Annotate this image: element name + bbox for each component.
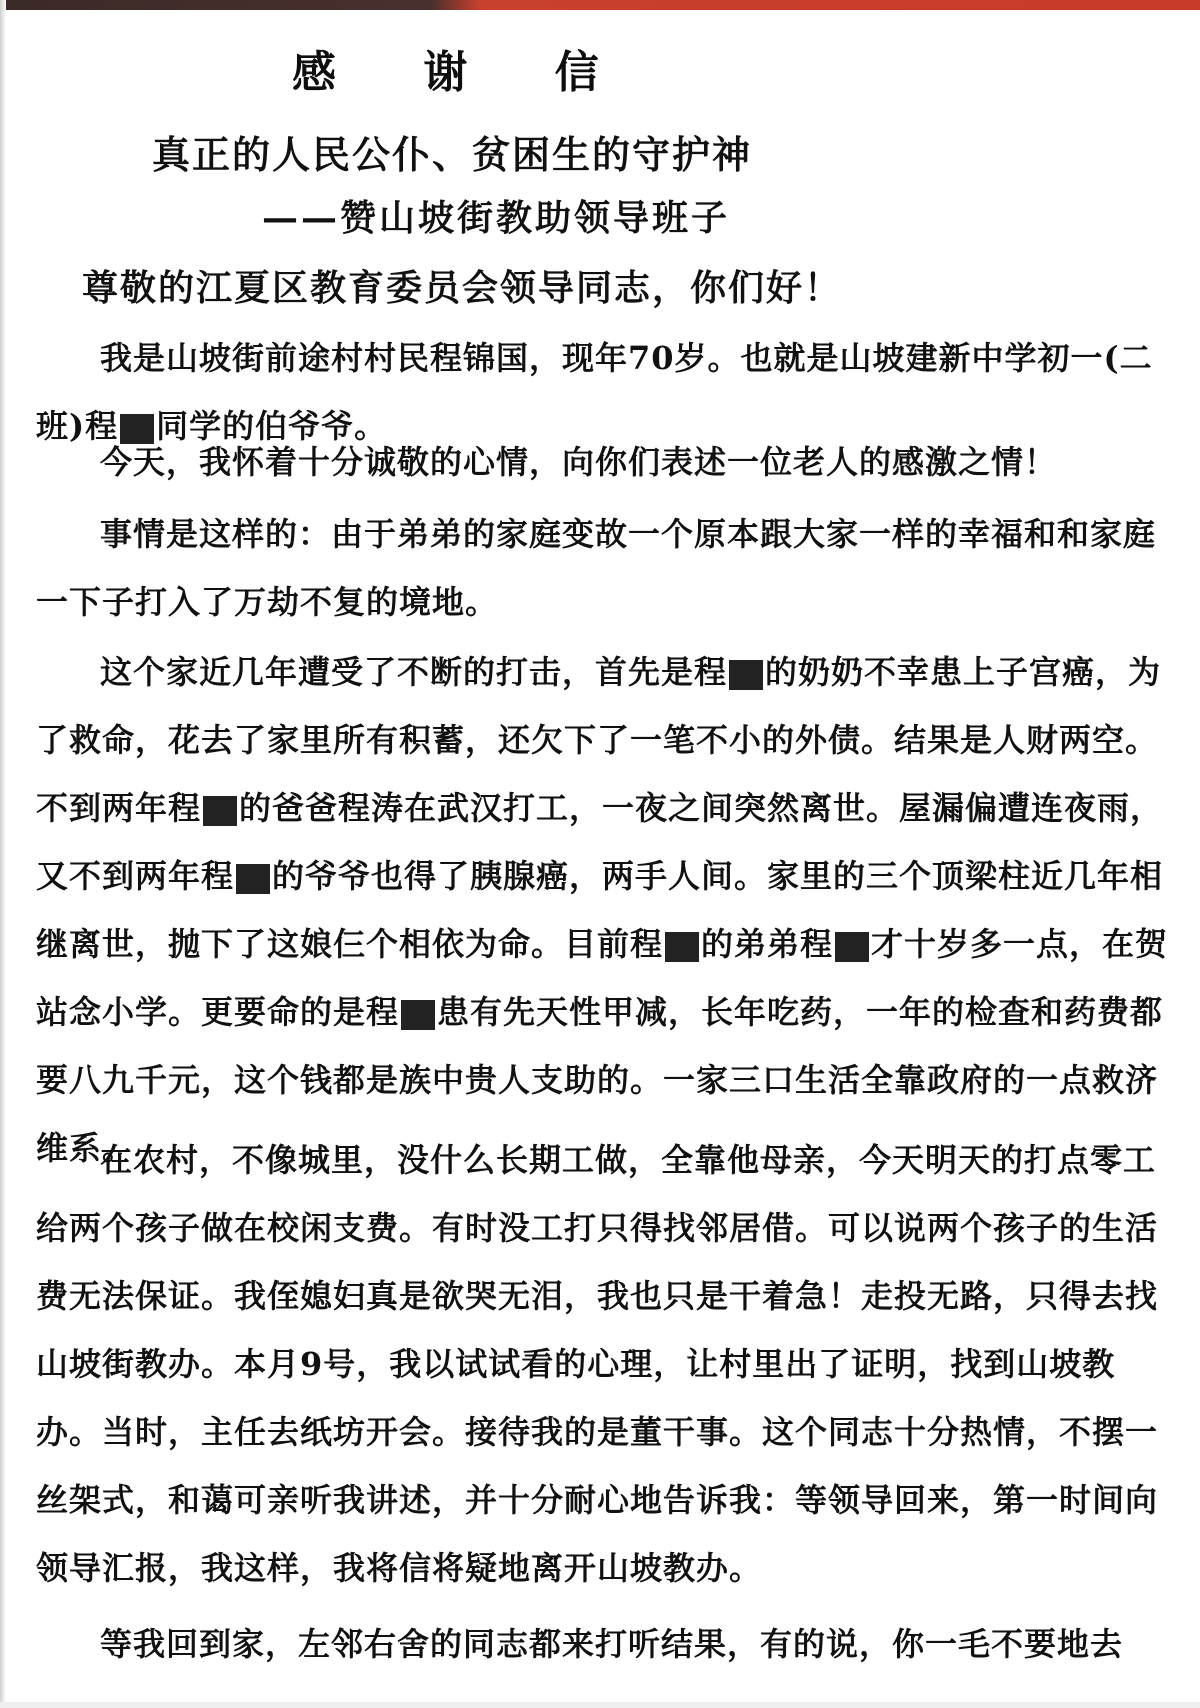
handwritten-letter	[22, 24, 1182, 1700]
letter-subtitle: 真正的人民公仆、贫困生的守护神	[152, 132, 753, 177]
paragraph-seeking-help: 在农村，不像城里，没什么长期工做，全靠他母亲，今天明天的打点零工给两个孩子做在校闲支费。有时没工打只得找邻居借。可以说两个孩子的生活费无法保证。我侄媳妇真是欲哭无泪，我也只是干着急！走投无路，只得去找山坡街教办。本月9号，我以试试看的心理，让村里出了证明，找到山坡教办。当时，主任去纸坊开会。接待我的是董干事。这个同志十分热情，不摆一丝架式，和蔼可亲听我讲述，并十分耐心地告诉我：等领导回来，第一时间向领导汇报，我这样，我将信将疑地离开山坡教办。	[36, 1141, 1159, 1587]
hardship-text-4: 的爷爷也得了胰腺癌，两手人间。家里的三个顶梁柱近几年相继离世，抛下了这娘仨个相依为命。目前程	[36, 857, 1164, 963]
hardship-text-1: 这个家近几年遭受了不断的打击，首先是程	[100, 653, 728, 691]
redacted-name-block	[665, 932, 699, 962]
redacted-name-block	[203, 796, 237, 826]
bottom-page-edge	[0, 1702, 1200, 1708]
redacted-name-block	[236, 864, 270, 894]
paragraph-purpose: 今天，我怀着十分诚敬的心情，向你们表述一位老人的感激之情！	[100, 443, 1058, 481]
top-edge-strip	[0, 0, 1200, 10]
hardship-text-7: 患有先天性甲减，长年吃药，一年的检查和药费都要八九千元，这个钱都是族中贵人支助的。一家三口生活全靠政府的一点救济维系。	[36, 993, 1164, 1167]
paragraph-return-home: 等我回到家，左邻右舍的同志都来打听结果，有的说，你一毛不要地去	[100, 1625, 1124, 1663]
hardship-text-6: 才十岁多一点，在贺站念小学。更要命的是程	[36, 925, 1169, 1031]
hardship-text-3: 的爸爸程涛在武汉打工，一夜之间突然离世。屋漏偏遭连夜雨，又不到两年程	[36, 789, 1164, 895]
letter-title: 感 谢 信	[292, 47, 635, 98]
paragraph-event: 事情是这样的：由于弟弟的家庭变故一个原本跟大家一样的幸福和和家庭一下子打入了万劫不复的境地。	[36, 515, 1157, 621]
left-page-shadow	[0, 0, 6, 1708]
redacted-name-block	[835, 932, 869, 962]
redacted-name-block	[401, 1000, 435, 1030]
paragraph-introduction-text-2: 同学的伯爷爷。	[156, 407, 388, 445]
paragraph-introduction-text-1: 我是山坡街前途村村民程锦国，现年70岁。也就是山坡建新中学初一(二班)程	[36, 339, 1153, 445]
letter-subtitle-dedication: ——赞山坡街教助领导班子	[262, 197, 731, 239]
paragraph-family-hardship	[36, 638, 1176, 1182]
hardship-text-2: 的奶奶不幸患上子宫癌，为了救命，花去了家里所有积蓄，还欠下了一笔不小的外债。结果是人财两空。不到两年程	[36, 653, 1162, 827]
hardship-text-5: 的弟弟程	[701, 925, 834, 963]
letter-salutation: 尊敬的江夏区教育委员会领导同志，你们好！	[82, 267, 843, 309]
redacted-name-block	[729, 660, 763, 690]
